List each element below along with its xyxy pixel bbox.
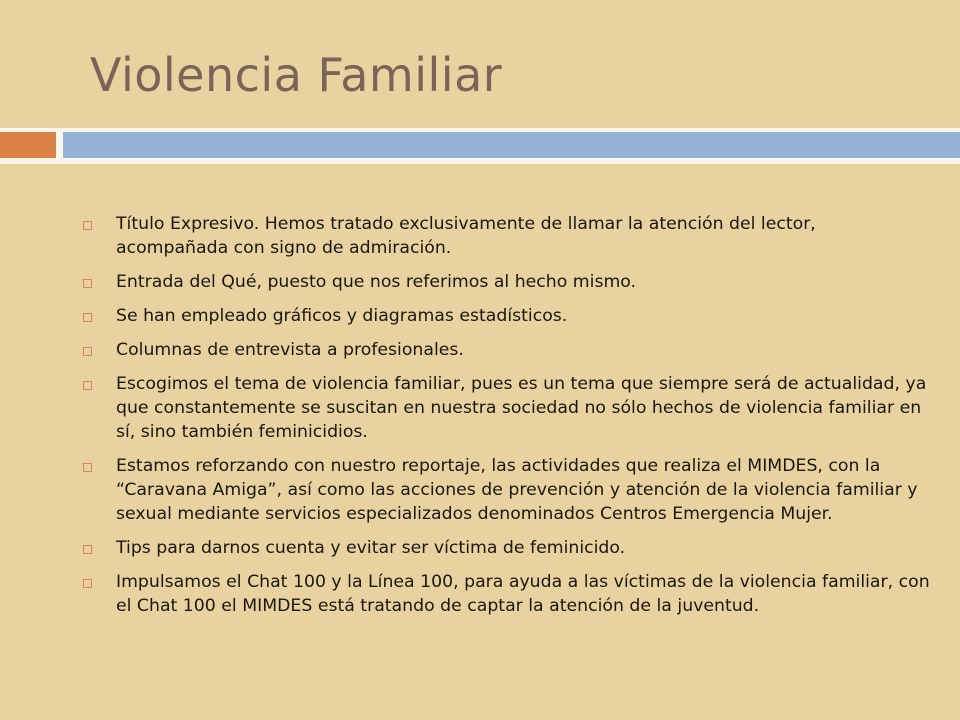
square-outline-icon (83, 545, 92, 554)
bullet-item (80, 304, 930, 328)
bullet-text: Título Expresivo. Hemos tratado exclusivamente de llamar la atención del lector, acompañada con signo de admiración. (116, 214, 816, 258)
bullet-item (80, 570, 930, 618)
bullet-item (80, 338, 930, 362)
bullet-text: Impulsamos el Chat 100 y la Línea 100, para ayuda a las víctimas de la violencia familiar, con el Chat 100 el MIMDES está tratando de captar la atención de la juventud. (116, 572, 930, 616)
bullet-text: Se han empleado gráficos y diagramas estadísticos. (116, 306, 568, 326)
accent-bar-orange (0, 132, 56, 158)
square-outline-icon (83, 579, 92, 588)
bullet-item (80, 212, 930, 260)
bullet-text: Entrada del Qué, puesto que nos referimos al hecho mismo. (116, 272, 637, 292)
accent-bar-blue (63, 132, 960, 158)
bullet-item (80, 372, 930, 444)
square-outline-icon (83, 347, 92, 356)
slide-title: Violencia Familiar (90, 48, 503, 102)
bullet-item (80, 454, 930, 526)
bullet-text: Tips para darnos cuenta y evitar ser víctima de feminicido. (116, 538, 626, 558)
bullet-item (80, 536, 930, 560)
square-outline-icon (83, 381, 92, 390)
slide-content (80, 212, 930, 628)
square-outline-icon (83, 463, 92, 472)
bullet-text: Columnas de entrevista a profesionales. (116, 340, 464, 360)
bullet-item (80, 270, 930, 294)
square-outline-icon (83, 221, 92, 230)
square-outline-icon (83, 313, 92, 322)
square-outline-icon (83, 279, 92, 288)
bullet-text: Escogimos el tema de violencia familiar, pues es un tema que siempre será de actualidad, ya que constantemente se suscitan en nuestra sociedad no sólo hechos de violencia familiar en sí, sino también feminicidios. (116, 374, 927, 442)
bullet-text: Estamos reforzando con nuestro reportaje, las actividades que realiza el MIMDES, con la “Caravana Amiga”, así como las acciones de prevención y atención de la violencia familiar y sexual mediante servicios especializados denominados Centros Emergencia Mujer. (116, 456, 918, 524)
bullet-list (80, 212, 930, 618)
